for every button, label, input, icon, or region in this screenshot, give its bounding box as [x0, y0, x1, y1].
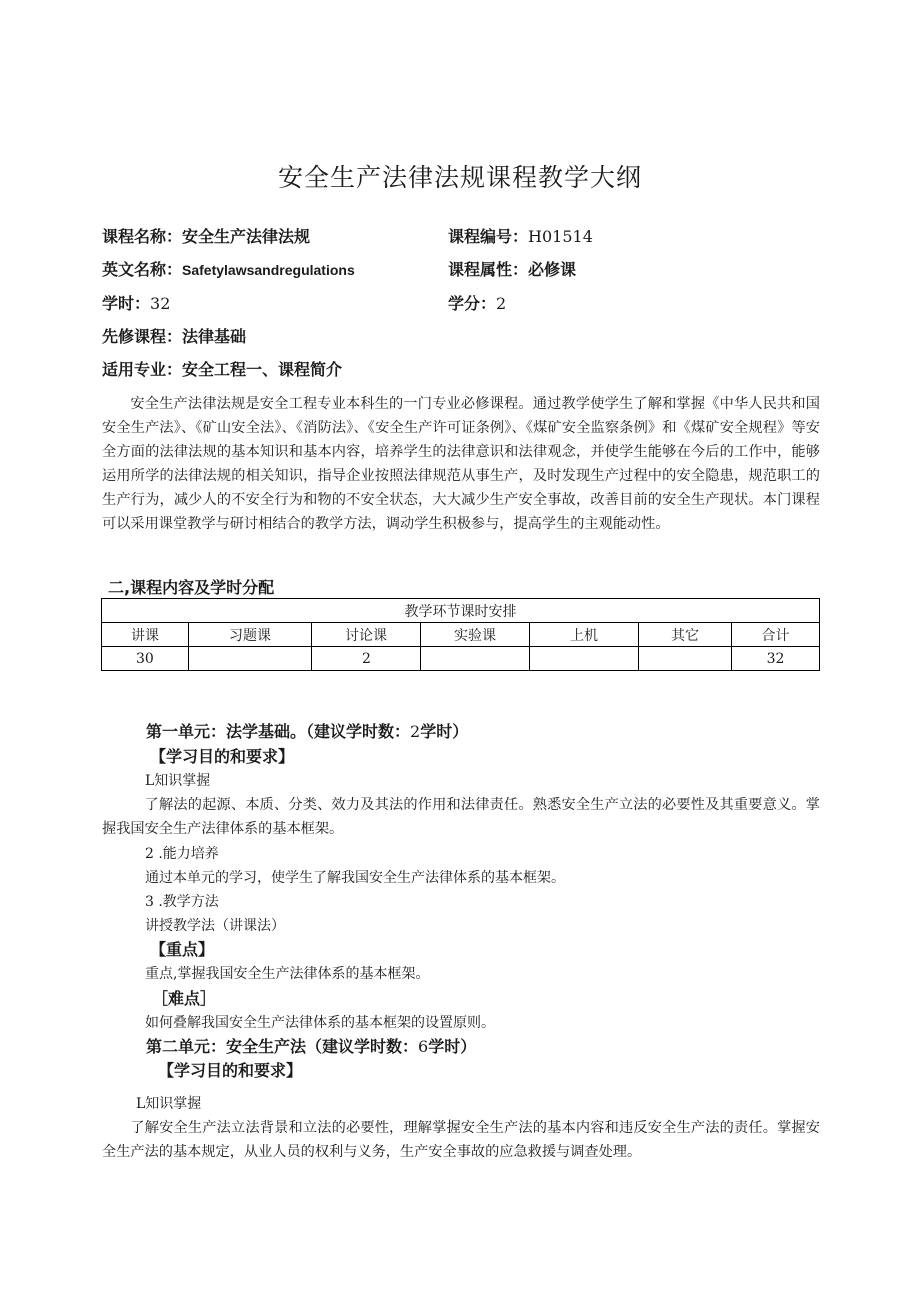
table-cell	[189, 647, 312, 671]
table-header-cell: 实验课	[421, 623, 530, 647]
class-hours-value: 32	[150, 294, 171, 313]
table-cell: 2	[312, 647, 421, 671]
course-code-value: H01514	[528, 227, 593, 246]
document-title: 安全生产法律法规课程教学大纲	[277, 163, 642, 192]
meta-row-2	[102, 257, 842, 283]
english-name-label: 英文名称：	[102, 260, 183, 279]
class-hours	[102, 291, 170, 314]
unit-1-difficulty-text: 如何叠解我国安全生产法律体系的基本框架的设置原则。	[145, 1015, 495, 1031]
unit-1-ability-text: 通过本单元的学习，使学生了解我国安全生产法律体系的基本框架。	[145, 870, 565, 886]
unit-2-hours: 6	[418, 1037, 429, 1056]
class-hours-label: 学时：	[102, 294, 151, 313]
unit-1-goals-heading: 【学习目的和要求】	[150, 747, 295, 766]
meta-row-3	[102, 291, 842, 317]
table-row	[102, 647, 820, 671]
table-header-cell: 上机	[530, 623, 639, 647]
unit-1-key-text: 重点,掌握我国安全生产法律体系的基本框架。	[145, 966, 430, 982]
unit-1-knowledge-text: 了解法的起源、本质、分类、效力及其法的作用和法律责任。熟悉安全生产立法的必要性及其重要意义。掌握我国安全生产法律体系的基本框架。	[102, 797, 820, 837]
prerequisite: 先修课程：法律基础	[102, 327, 247, 346]
table-cell	[530, 647, 639, 671]
table-cell	[421, 647, 530, 671]
unit-2-knowledge-text: 了解安全生产法立法背景和立法的必要性，理解掌握安全生产法的基本内容和违反安全生产法的责任。掌握安全生产法的基本规定，从业人员的权利与义务，生产安全事故的应急救援与调查处理。	[102, 1120, 820, 1160]
unit-2-goals-heading: 【学习目的和要求】	[158, 1061, 303, 1080]
section-2-heading: 二,课程内容及学时分配	[108, 578, 275, 597]
unit-1-key-heading: 【重点】	[150, 940, 215, 959]
table-header-cell: 讲课	[102, 623, 189, 647]
table-caption: 教学环节课时安排	[102, 599, 820, 623]
table-cell: 32	[732, 647, 820, 671]
course-code	[448, 224, 593, 247]
unit-1-heading-suffix: 学时）	[420, 722, 469, 741]
unit-2-heading	[146, 1034, 476, 1057]
unit-1-difficulty-heading: ［难点］	[152, 989, 217, 1008]
english-name-value: Safetylawsandregulations	[182, 262, 355, 278]
table-caption-row	[102, 599, 820, 623]
credits-label: 学分：	[448, 294, 497, 313]
credits	[448, 291, 506, 314]
unit-1-method-heading: 3 .教学方法	[145, 894, 219, 910]
meta-row-4	[102, 324, 842, 350]
english-name	[102, 257, 355, 280]
table-header-cell: 讨论课	[312, 623, 421, 647]
meta-row-5	[102, 357, 842, 383]
meta-row-1	[102, 224, 842, 250]
course-intro: 安全生产法律法规是安全工程专业本科生的一门专业必修课程。通过教学使学生了解和掌握《中华人民共和国安全生产法》、《矿山安全法》、《消防法》、《安全生产许可证条例》、《煤矿安全监察条例》和《煤矿安全规程》等安全方面的法律法规的基本知识和基本内容，培养学生的法律意识和法律观念，并使学生能够在今后的工作中，能够运用所学的法律法规的相关知识，指导企业按照法律规范从事生产，及时发现生产过程中的安全隐患，规范职工的生产行为，减少人的不安全行为和物的不安全状态，大大减少生产安全事故，改善目前的安全生产现状。本门课程可以采用课堂教学与研讨相结合的教学方法，调动学生积极参与，提高学生的主观能动性。	[102, 396, 820, 532]
course-code-label: 课程编号：	[448, 227, 529, 246]
applicable-major: 适用专业：安全工程一、课程简介	[102, 360, 343, 379]
unit-1-knowledge-heading: L知识掌握	[145, 773, 211, 789]
unit-2-heading-text: 第二单元：安全生产法（建议学时数：	[146, 1037, 419, 1056]
unit-2-knowledge-heading: L知识掌握	[136, 1096, 202, 1112]
unit-1-hours: 2	[410, 722, 421, 741]
table-header-cell: 其它	[639, 623, 732, 647]
course-attribute: 课程属性：必修课	[448, 260, 577, 279]
table-cell	[639, 647, 732, 671]
table-header-cell: 合计	[732, 623, 820, 647]
unit-1-heading-text: 第一单元：法学基础。（建议学时数：	[146, 722, 411, 741]
course-name: 课程名称：安全生产法律法规	[102, 227, 311, 246]
unit-1-heading	[146, 719, 468, 742]
unit-1-method-text: 讲授教学法（讲课法）	[145, 918, 285, 934]
credits-value: 2	[496, 294, 507, 313]
table-header-cell: 习题课	[189, 623, 312, 647]
hours-table	[101, 598, 820, 671]
unit-1-ability-heading: 2 .能力培养	[145, 846, 219, 862]
unit-2-heading-suffix: 学时）	[428, 1037, 477, 1056]
table-cell: 30	[102, 647, 189, 671]
table-header-row	[102, 623, 820, 647]
